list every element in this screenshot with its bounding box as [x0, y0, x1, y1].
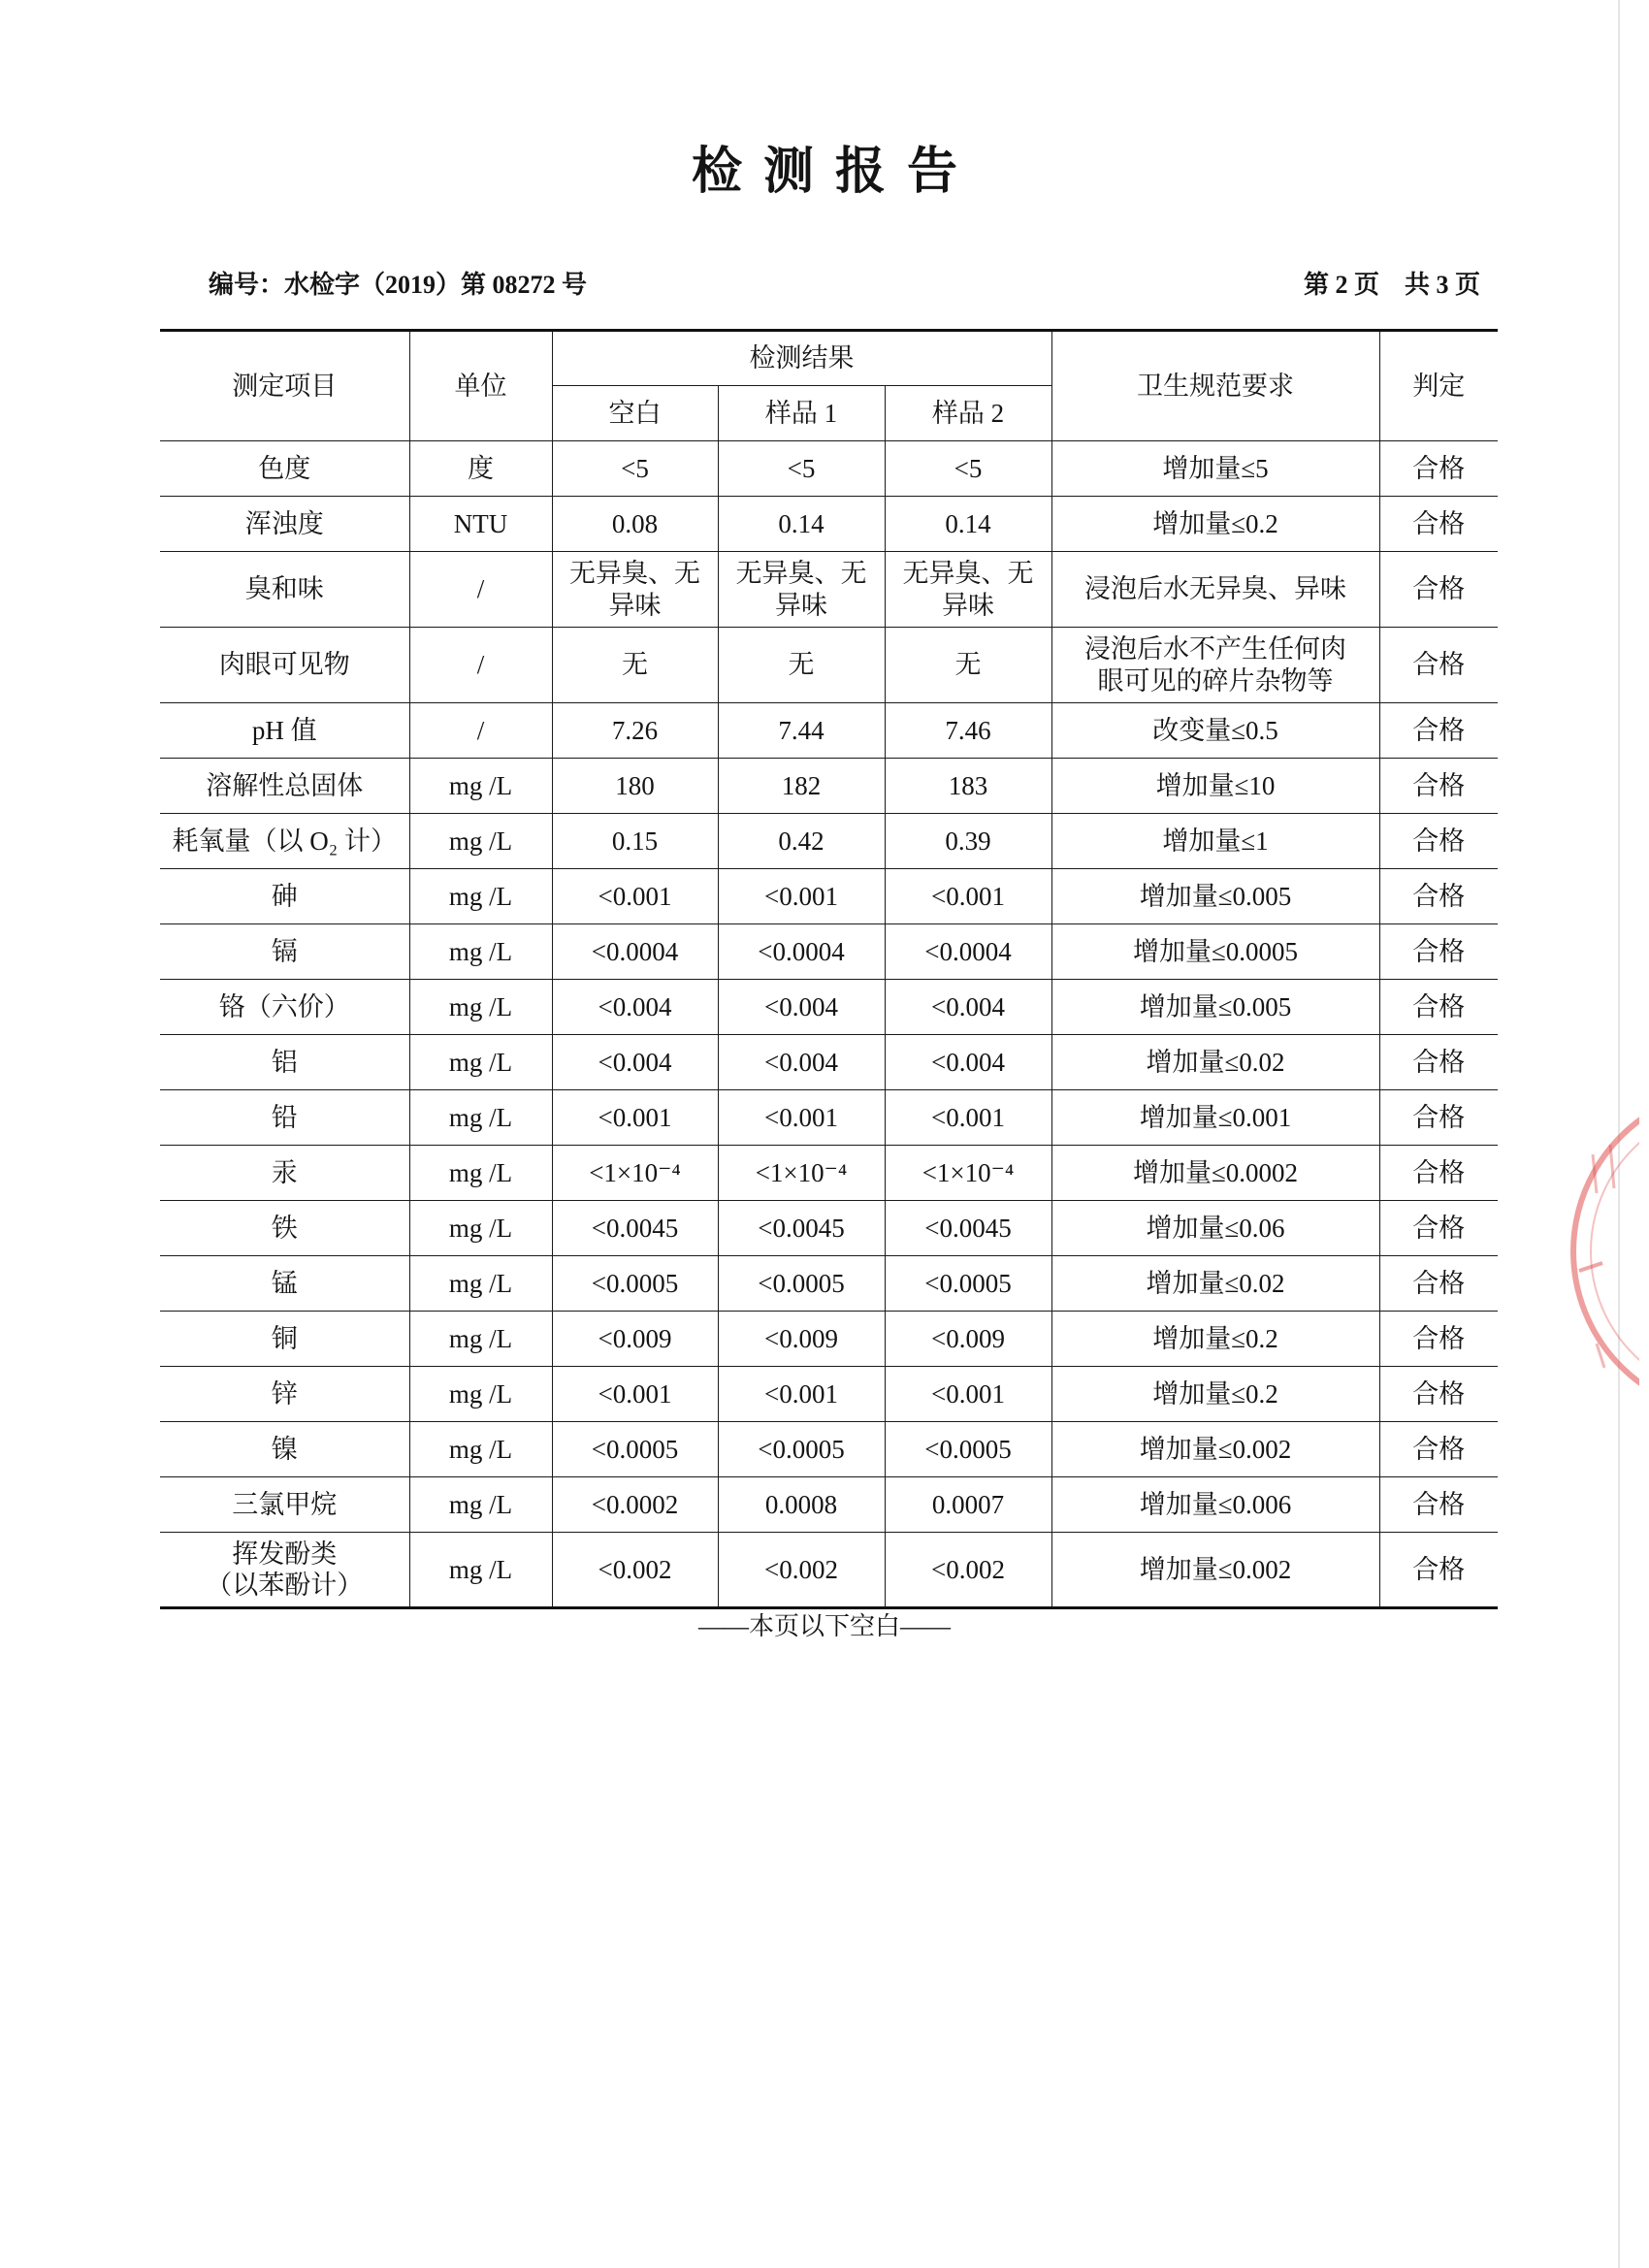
cell-requirement: 增加量≤0.0005	[1051, 924, 1379, 980]
cell-unit: mg /L	[409, 1422, 552, 1477]
cell-requirement: 增加量≤0.06	[1051, 1201, 1379, 1256]
cell-judgement: 合格	[1379, 1090, 1498, 1146]
cell-sample2-result: <0.0004	[885, 924, 1051, 980]
cell-sample2-result: <0.0005	[885, 1422, 1051, 1477]
header-row	[160, 331, 1498, 386]
header-unit: 单位	[409, 331, 552, 441]
cell-sample2-result: <0.001	[885, 869, 1051, 924]
table-row	[160, 703, 1498, 759]
test-results-table	[160, 329, 1498, 1609]
seal-mark	[1610, 1145, 1614, 1188]
table-row	[160, 1312, 1498, 1367]
cell-sample1-result: <0.004	[718, 1035, 885, 1090]
cell-sample2-result: <0.009	[885, 1312, 1051, 1367]
cell-test-item: 锰	[160, 1256, 409, 1312]
cell-unit: mg /L	[409, 980, 552, 1035]
cell-unit: mg /L	[409, 1090, 552, 1146]
cell-sample2-result: <1×10⁻⁴	[885, 1146, 1051, 1201]
cell-blank-result: 无	[552, 628, 718, 703]
table-row	[160, 1422, 1498, 1477]
cell-requirement: 浸泡后水不产生任何肉 眼可见的碎片杂物等	[1051, 628, 1379, 703]
cell-blank-result: 180	[552, 759, 718, 814]
cell-judgement: 合格	[1379, 703, 1498, 759]
table-row	[160, 1090, 1498, 1146]
cell-requirement: 增加量≤0.0002	[1051, 1146, 1379, 1201]
cell-sample1-result: <1×10⁻⁴	[718, 1146, 885, 1201]
cell-sample1-result: 0.0008	[718, 1477, 885, 1533]
cell-unit: mg /L	[409, 814, 552, 869]
cell-sample2-result: 0.14	[885, 497, 1051, 552]
cell-unit: mg /L	[409, 759, 552, 814]
cell-requirement: 增加量≤0.006	[1051, 1477, 1379, 1533]
table-row	[160, 1533, 1498, 1608]
table-row	[160, 552, 1498, 628]
cell-blank-result: <0.009	[552, 1312, 718, 1367]
cell-unit: /	[409, 628, 552, 703]
cell-test-item: 铁	[160, 1201, 409, 1256]
cell-test-item: 铅	[160, 1090, 409, 1146]
cell-test-item: 镉	[160, 924, 409, 980]
table-row	[160, 1146, 1498, 1201]
cell-blank-result: <0.0005	[552, 1422, 718, 1477]
cell-sample1-result: <0.009	[718, 1312, 885, 1367]
cell-unit: mg /L	[409, 1477, 552, 1533]
cell-requirement: 增加量≤0.005	[1051, 980, 1379, 1035]
cell-sample2-result: 183	[885, 759, 1051, 814]
cell-blank-result: <5	[552, 441, 718, 497]
cell-sample2-result: <0.0045	[885, 1201, 1051, 1256]
table-row	[160, 814, 1498, 869]
cell-sample1-result: <0.004	[718, 980, 885, 1035]
cell-blank-result: <1×10⁻⁴	[552, 1146, 718, 1201]
cell-requirement: 增加量≤0.2	[1051, 1367, 1379, 1422]
cell-requirement: 浸泡后水无异臭、异味	[1051, 552, 1379, 628]
table-row	[160, 924, 1498, 980]
cell-blank-result: <0.0002	[552, 1477, 718, 1533]
cell-judgement: 合格	[1379, 1201, 1498, 1256]
table-body	[160, 441, 1498, 1608]
cell-unit: mg /L	[409, 924, 552, 980]
cell-sample2-result: <0.0005	[885, 1256, 1051, 1312]
cell-sample1-result: 无异臭、无 异味	[718, 552, 885, 628]
cell-requirement: 增加量≤0.002	[1051, 1533, 1379, 1608]
cell-sample1-result: 182	[718, 759, 885, 814]
cell-test-item: 砷	[160, 869, 409, 924]
cell-sample1-result: <5	[718, 441, 885, 497]
cell-unit: mg /L	[409, 1312, 552, 1367]
cell-requirement: 改变量≤0.5	[1051, 703, 1379, 759]
cell-sample2-result: <0.002	[885, 1533, 1051, 1608]
seal-mark	[1593, 1154, 1597, 1193]
cell-sample1-result: <0.002	[718, 1533, 885, 1608]
cell-sample1-result: 0.42	[718, 814, 885, 869]
cell-test-item: 三氯甲烷	[160, 1477, 409, 1533]
cell-unit: 度	[409, 441, 552, 497]
cell-blank-result: 0.08	[552, 497, 718, 552]
table-row	[160, 869, 1498, 924]
cell-test-item: 汞	[160, 1146, 409, 1201]
cell-test-item: 浑浊度	[160, 497, 409, 552]
cell-sample1-result: <0.0005	[718, 1256, 885, 1312]
cell-unit: NTU	[409, 497, 552, 552]
table-row	[160, 1256, 1498, 1312]
cell-test-item: 铬（六价）	[160, 980, 409, 1035]
table-row	[160, 497, 1498, 552]
cell-unit: mg /L	[409, 1201, 552, 1256]
cell-sample2-result: 0.39	[885, 814, 1051, 869]
cell-blank-result: 无异臭、无 异味	[552, 552, 718, 628]
cell-judgement: 合格	[1379, 980, 1498, 1035]
cell-sample1-result: 7.44	[718, 703, 885, 759]
cell-unit: mg /L	[409, 1146, 552, 1201]
cell-judgement: 合格	[1379, 628, 1498, 703]
cell-sample1-result: <0.001	[718, 869, 885, 924]
table-row	[160, 1477, 1498, 1533]
cell-sample2-result: 无	[885, 628, 1051, 703]
cell-judgement: 合格	[1379, 1367, 1498, 1422]
cell-test-item: 挥发酚类 （以苯酚计）	[160, 1533, 409, 1608]
table-row	[160, 628, 1498, 703]
cell-sample2-result: <0.001	[885, 1090, 1051, 1146]
cell-judgement: 合格	[1379, 1477, 1498, 1533]
seal-stamp-icon	[1533, 1086, 1639, 1416]
cell-unit: mg /L	[409, 1367, 552, 1422]
cell-requirement: 增加量≤0.2	[1051, 1312, 1379, 1367]
cell-unit: /	[409, 552, 552, 628]
cell-judgement: 合格	[1379, 1146, 1498, 1201]
cell-requirement: 增加量≤0.2	[1051, 497, 1379, 552]
cell-sample2-result: 7.46	[885, 703, 1051, 759]
cell-blank-result: <0.002	[552, 1533, 718, 1608]
cell-judgement: 合格	[1379, 869, 1498, 924]
cell-requirement: 增加量≤10	[1051, 759, 1379, 814]
cell-sample1-result: 0.14	[718, 497, 885, 552]
table-row	[160, 980, 1498, 1035]
table-row	[160, 441, 1498, 497]
cell-test-item: 肉眼可见物	[160, 628, 409, 703]
cell-sample2-result: <0.004	[885, 1035, 1051, 1090]
table-row	[160, 759, 1498, 814]
cell-sample1-result: <0.0004	[718, 924, 885, 980]
cell-judgement: 合格	[1379, 1422, 1498, 1477]
cell-judgement: 合格	[1379, 924, 1498, 980]
cell-test-item: 铝	[160, 1035, 409, 1090]
cell-test-item: 铜	[160, 1312, 409, 1367]
cell-requirement: 增加量≤0.005	[1051, 869, 1379, 924]
table-header	[160, 331, 1498, 441]
cell-unit: mg /L	[409, 1533, 552, 1608]
cell-sample2-result: <0.004	[885, 980, 1051, 1035]
cell-test-item: pH 值	[160, 703, 409, 759]
seal-outer-ring	[1573, 1088, 1639, 1414]
cell-judgement: 合格	[1379, 441, 1498, 497]
cell-blank-result: <0.0045	[552, 1201, 718, 1256]
cell-requirement: 增加量≤0.02	[1051, 1256, 1379, 1312]
cell-requirement: 增加量≤0.02	[1051, 1035, 1379, 1090]
cell-blank-result: <0.004	[552, 980, 718, 1035]
cell-sample1-result: <0.0045	[718, 1201, 885, 1256]
cell-requirement: 增加量≤5	[1051, 441, 1379, 497]
cell-blank-result: <0.0005	[552, 1256, 718, 1312]
cell-blank-result: <0.001	[552, 1367, 718, 1422]
cell-test-item: 镍	[160, 1422, 409, 1477]
header-results: 检测结果	[552, 331, 1051, 386]
cell-test-item: 锌	[160, 1367, 409, 1422]
cell-judgement: 合格	[1379, 814, 1498, 869]
cell-sample2-result: 无异臭、无 异味	[885, 552, 1051, 628]
cell-requirement: 增加量≤0.002	[1051, 1422, 1379, 1477]
cell-test-item: 臭和味	[160, 552, 409, 628]
header-blank: 空白	[552, 386, 718, 441]
cell-blank-result: 7.26	[552, 703, 718, 759]
cell-sample2-result: 0.0007	[885, 1477, 1051, 1533]
cell-judgement: 合格	[1379, 552, 1498, 628]
table-row	[160, 1035, 1498, 1090]
cell-judgement: 合格	[1379, 497, 1498, 552]
cell-sample2-result: <0.001	[885, 1367, 1051, 1422]
cell-unit: mg /L	[409, 1035, 552, 1090]
cell-judgement: 合格	[1379, 1312, 1498, 1367]
cell-judgement: 合格	[1379, 1256, 1498, 1312]
cell-sample1-result: <0.001	[718, 1090, 885, 1146]
cell-blank-result: <0.001	[552, 869, 718, 924]
cell-requirement: 增加量≤1	[1051, 814, 1379, 869]
report-number: 编号：水检字（2019）第 08272 号	[209, 271, 588, 299]
cell-sample1-result: <0.001	[718, 1367, 885, 1422]
seal-inner-ring	[1591, 1106, 1639, 1397]
cell-test-item: 耗氧量（以 O₂ 计）	[160, 814, 409, 869]
cell-unit: mg /L	[409, 869, 552, 924]
page-title: 检测报告	[691, 145, 979, 200]
cell-sample1-result: <0.0005	[718, 1422, 885, 1477]
table-row	[160, 1201, 1498, 1256]
table-row	[160, 1367, 1498, 1422]
cell-blank-result: <0.0004	[552, 924, 718, 980]
header-judgement: 判定	[1379, 331, 1498, 441]
cell-sample1-result: 无	[718, 628, 885, 703]
cell-blank-result: 0.15	[552, 814, 718, 869]
header-sample2: 样品 2	[885, 386, 1051, 441]
cell-requirement: 增加量≤0.001	[1051, 1090, 1379, 1146]
cell-judgement: 合格	[1379, 759, 1498, 814]
header-item: 测定项目	[160, 331, 409, 441]
cell-judgement: 合格	[1379, 1533, 1498, 1608]
cell-test-item: 溶解性总固体	[160, 759, 409, 814]
cell-blank-result: <0.004	[552, 1035, 718, 1090]
cell-test-item: 色度	[160, 441, 409, 497]
header-requirement: 卫生规范要求	[1051, 331, 1379, 441]
cell-unit: mg /L	[409, 1256, 552, 1312]
header-sample1: 样品 1	[718, 386, 885, 441]
cell-unit: /	[409, 703, 552, 759]
blank-below-note: ——本页以下空白——	[697, 1612, 951, 1640]
cell-judgement: 合格	[1379, 1035, 1498, 1090]
cell-sample2-result: <5	[885, 441, 1051, 497]
page-number-info: 第 2 页 共 3 页	[1303, 271, 1480, 299]
cell-blank-result: <0.001	[552, 1090, 718, 1146]
